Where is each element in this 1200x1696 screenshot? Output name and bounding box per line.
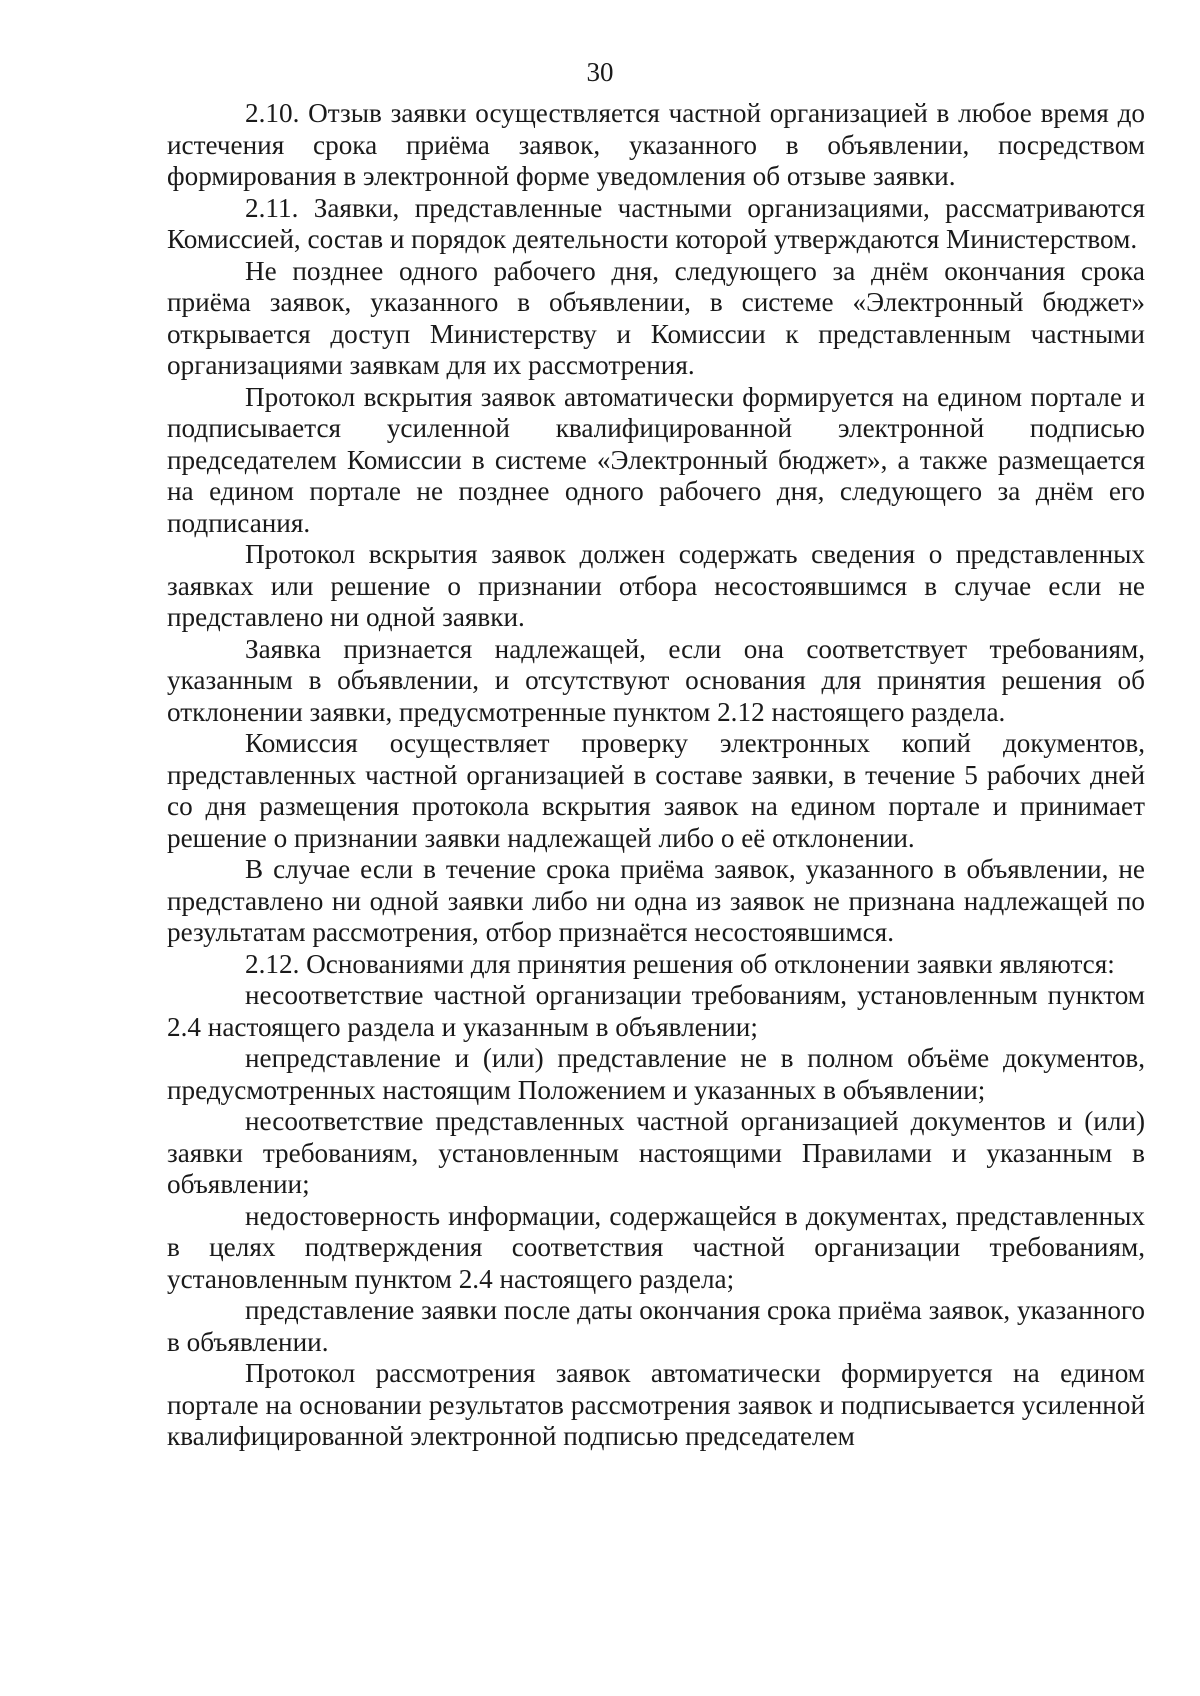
paragraph-proper-application: Заявка признается надлежащей, если она соответствует требованиям, указанным в объявлении, и отсутствуют основания для принятия решения об отклонении заявки, предусмотренные пунктом 2.12 настоящего раздела.: [167, 633, 1145, 727]
paragraph-commission-check: Комиссия осуществляет проверку электронных копий документов, представленных частной организацией в составе заявки, в течение 5 рабочих дней со дня размещения протокола вскрытия заявок на едином портале и принимает решение о признании заявки надлежащей либо о её отклонении.: [167, 728, 1145, 853]
paragraph-2-10: 2.10. Отзыв заявки осуществляется частной организацией в любое время до истечения срока приёма заявок, указанного в объявлении, посредством формирования в электронной форме уведомления об отзыве заявки.: [167, 98, 1145, 191]
paragraph-protocol-content: Протокол вскрытия заявок должен содержать сведения о представленных заявках или решение о признании отбора несостоявшимся в случае если не представлено ни одной заявки.: [167, 539, 1145, 632]
paragraph-2-12: 2.12. Основаниями для принятия решения об отклонении заявки являются:: [245, 948, 1115, 979]
paragraph-opening-protocol: Протокол вскрытия заявок автоматически формируется на едином портале и подписывается усиленной квалифицированной электронной подписью председателем Комиссии в системе «Электронный бюджет», а также размещается на едином портале не позднее одного рабочего дня, следующего за днём его подписания.: [167, 381, 1145, 538]
list-item-documents-noncompliance: несоответствие представленных частной организацией документов и (или) заявки требованиям, установленным настоящими Правилами и указанным в объявлении;: [167, 1106, 1145, 1199]
paragraph-failed-selection: В случае если в течение срока приёма заявок, указанного в объявлении, не представлено ни одной заявки либо ни одна из заявок не признана надлежащей по результатам рассмотрения, отбор признаётся несостоявшимся.: [167, 854, 1145, 947]
list-item-noncompliance: несоответствие частной организации требованиям, установленным пунктом 2.4 настоящего раздела и указанным в объявлении;: [167, 980, 1145, 1042]
list-item-unreliable-info: недостоверность информации, содержащейся в документах, представленных в целях подтверждения соответствия частной организации требованиям, установленным пунктом 2.4 настоящего раздела;: [167, 1200, 1145, 1294]
paragraph-review-protocol: Протокол рассмотрения заявок автоматически формируется на едином портале на основании результатов рассмотрения заявок и подписывается усиленной квалифицированной электронной подписью председателем: [167, 1358, 1145, 1451]
paragraph-access: Не позднее одного рабочего дня, следующего за днём окончания срока приёма заявок, указанного в объявлении, в системе «Электронный бюджет» открывается доступ Министерству и Комиссии к представленным частными организациями заявкам для их рассмотрения.: [167, 255, 1145, 380]
list-item-nonsubmission: непредставление и (или) представление не в полном объёме документов, предусмотренных настоящим Положением и указанных в объявлении;: [167, 1043, 1145, 1105]
page-number: 30: [586, 57, 614, 87]
document-body: [167, 98, 1145, 1453]
list-item-late-submission: представление заявки после даты окончания срока приёма заявок, указанного в объявлении.: [167, 1295, 1145, 1357]
paragraph-2-11: 2.11. Заявки, представленные частными организациями, рассматриваются Комиссией, состав и порядок деятельности которой утверждаются Министерством.: [167, 192, 1145, 254]
